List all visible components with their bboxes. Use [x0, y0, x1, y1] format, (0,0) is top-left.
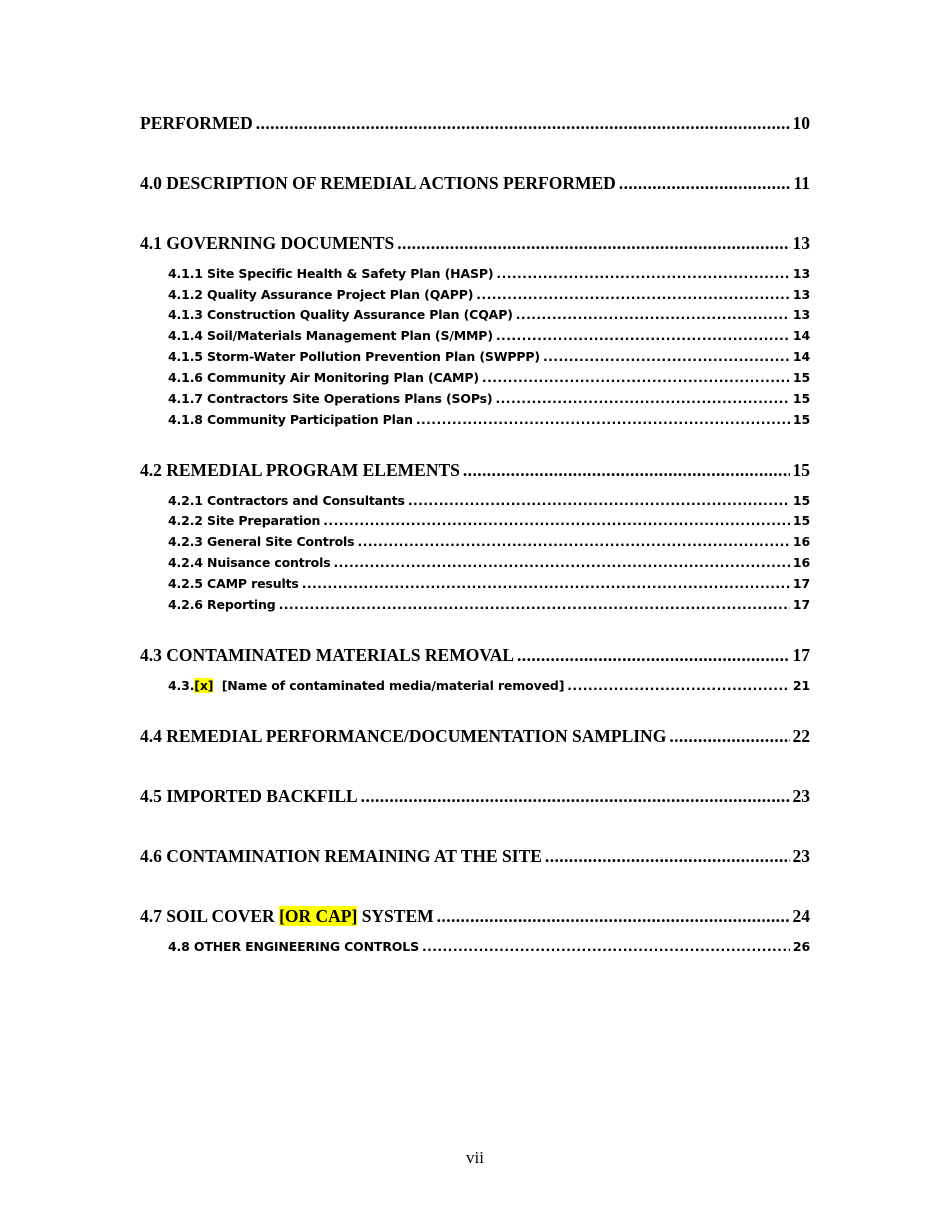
toc-entry-page: 13 [792, 287, 810, 302]
toc-entry-title [140, 905, 434, 927]
toc-entry-page: 13 [792, 266, 810, 281]
toc-entry-page: 13 [792, 233, 810, 253]
toc-entry-page: 15 [792, 391, 810, 406]
toc-entry-page: 13 [792, 307, 810, 322]
toc-entry-4-5[interactable] [140, 785, 810, 807]
toc-entry-4-2-5[interactable] [168, 575, 810, 593]
table-of-contents [140, 0, 810, 1230]
toc-entry-title: 4.0 DESCRIPTION OF REMEDIAL ACTIONS PERFORMED [140, 173, 616, 193]
toc-dot-leader [437, 905, 790, 927]
toc-entry-title: 4.1.1 Site Specific Health & Safety Plan (HASP) [168, 266, 494, 281]
toc-entry-4-2-4[interactable] [168, 554, 810, 572]
toc-dot-leader [323, 512, 790, 530]
toc-dot-leader [279, 596, 790, 614]
toc-entry-page: 16 [792, 534, 810, 549]
toc-entry-4-1-8[interactable] [168, 411, 810, 429]
toc-dot-leader [416, 411, 790, 429]
toc-dot-leader [545, 845, 790, 867]
toc-dot-leader [496, 327, 790, 345]
toc-entry-page: 15 [792, 493, 810, 508]
toc-entry-title-suffix: [Name of contaminated media/material removed] [213, 678, 565, 693]
toc-entry-4-1-5[interactable] [168, 348, 810, 366]
toc-entry-performed[interactable] [140, 112, 810, 134]
toc-entry-title: PERFORMED [140, 113, 253, 133]
toc-entry-4-0[interactable] [140, 172, 810, 194]
toc-entry-title: 4.1.3 Construction Quality Assurance Plan (CQAP) [168, 307, 513, 322]
toc-entry-title-suffix: SYSTEM [357, 906, 434, 926]
toc-dot-leader [496, 390, 790, 408]
toc-entry-title: 4.1.8 Community Participation Plan [168, 412, 413, 427]
toc-entry-page: 14 [792, 349, 810, 364]
toc-entry-4-1[interactable] [140, 232, 810, 254]
toc-dot-leader [619, 172, 791, 194]
toc-entry-4-1-7[interactable] [168, 390, 810, 408]
toc-entry-4-3-x[interactable] [168, 677, 810, 695]
toc-entry-page: 21 [792, 678, 810, 693]
toc-dot-leader [669, 725, 789, 747]
toc-entry-title: 4.1.7 Contractors Site Operations Plans (SOPs) [168, 391, 493, 406]
toc-dot-leader [361, 785, 790, 807]
toc-entry-4-1-2[interactable] [168, 286, 810, 304]
toc-entry-page: 10 [792, 113, 810, 133]
toc-entry-title: 4.2.6 Reporting [168, 597, 276, 612]
toc-dot-leader [517, 644, 789, 666]
toc-entry-title: 4.6 CONTAMINATION REMAINING AT THE SITE [140, 846, 542, 866]
toc-entry-4-1-3[interactable] [168, 306, 810, 324]
toc-entry-title: 4.1.2 Quality Assurance Project Plan (QAPP) [168, 287, 474, 302]
toc-dot-leader [496, 265, 789, 283]
toc-entry-4-8[interactable] [168, 938, 810, 956]
toc-entry-4-4[interactable] [140, 725, 810, 747]
toc-entry-title: 4.1.5 Storm-Water Pollution Prevention Plan (SWPPP) [168, 349, 540, 364]
toc-dot-leader [302, 575, 790, 593]
toc-entry-title: 4.1.4 Soil/Materials Management Plan (S/MMP) [168, 328, 493, 343]
toc-dot-leader [422, 938, 790, 956]
toc-entry-title: 4.2.5 CAMP results [168, 576, 299, 591]
toc-dot-leader [256, 112, 790, 134]
toc-entry-title: 4.1 GOVERNING DOCUMENTS [140, 233, 395, 253]
toc-entry-page: 15 [792, 513, 810, 528]
toc-entry-title: 4.8 OTHER ENGINEERING CONTROLS [168, 939, 419, 954]
toc-dot-leader [482, 369, 790, 387]
toc-entry-title: 4.1.6 Community Air Monitoring Plan (CAMP) [168, 370, 479, 385]
toc-dot-leader [334, 554, 790, 572]
toc-entry-title: 4.2 REMEDIAL PROGRAM ELEMENTS [140, 460, 460, 480]
toc-entry-4-2[interactable] [140, 459, 810, 481]
toc-dot-leader [357, 533, 789, 551]
toc-entry-4-3[interactable] [140, 644, 810, 666]
toc-entry-title: 4.3 CONTAMINATED MATERIALS REMOVAL [140, 645, 515, 665]
toc-entry-4-1-6[interactable] [168, 369, 810, 387]
toc-dot-leader [543, 348, 790, 366]
toc-entry-4-2-1[interactable] [168, 492, 810, 510]
toc-entry-page: 17 [792, 597, 810, 612]
toc-dot-leader [516, 306, 790, 324]
toc-entry-4-7[interactable] [140, 905, 810, 927]
toc-entry-title-prefix: 4.3. [168, 678, 195, 693]
placeholder-highlight: [x] [194, 678, 214, 693]
toc-entry-page: 17 [792, 645, 810, 665]
toc-entry-title-prefix: 4.7 SOIL COVER [140, 906, 280, 926]
toc-entry-4-2-3[interactable] [168, 533, 810, 551]
toc-entry-title: 4.5 IMPORTED BACKFILL [140, 786, 358, 806]
toc-entry-page: 11 [793, 173, 810, 193]
toc-entry-page: 24 [792, 906, 810, 926]
toc-entry-page: 14 [792, 328, 810, 343]
toc-entry-4-6[interactable] [140, 845, 810, 867]
toc-entry-page: 23 [792, 846, 810, 866]
toc-entry-page: 15 [792, 370, 810, 385]
toc-entry-title: 4.2.4 Nuisance controls [168, 555, 331, 570]
toc-entry-title: 4.2.1 Contractors and Consultants [168, 493, 405, 508]
toc-dot-leader [567, 677, 790, 695]
toc-entry-4-1-4[interactable] [168, 327, 810, 345]
page-number-footer: vii [466, 1148, 484, 1167]
toc-entry-title: 4.4 REMEDIAL PERFORMANCE/DOCUMENTATION SAMPLING [140, 726, 667, 746]
placeholder-highlight: [OR CAP] [279, 906, 358, 926]
toc-dot-leader [463, 459, 790, 481]
toc-entry-page: 26 [792, 939, 810, 954]
toc-entry-title: 4.2.2 Site Preparation [168, 513, 321, 528]
toc-entry-page: 17 [792, 576, 810, 591]
toc-dot-leader [397, 232, 789, 254]
toc-dot-leader [476, 286, 790, 304]
toc-entry-page: 22 [792, 726, 810, 746]
toc-entry-page: 15 [792, 460, 810, 480]
toc-entry-title: 4.2.3 General Site Controls [168, 534, 355, 549]
toc-entry-page: 23 [792, 786, 810, 806]
toc-entry-4-2-2[interactable] [168, 512, 810, 530]
toc-entry-4-2-6[interactable] [168, 596, 810, 614]
toc-entry-page: 16 [792, 555, 810, 570]
toc-dot-leader [408, 492, 790, 510]
toc-entry-title [168, 677, 564, 695]
toc-entry-4-1-1[interactable] [168, 265, 810, 283]
toc-entry-page: 15 [792, 412, 810, 427]
